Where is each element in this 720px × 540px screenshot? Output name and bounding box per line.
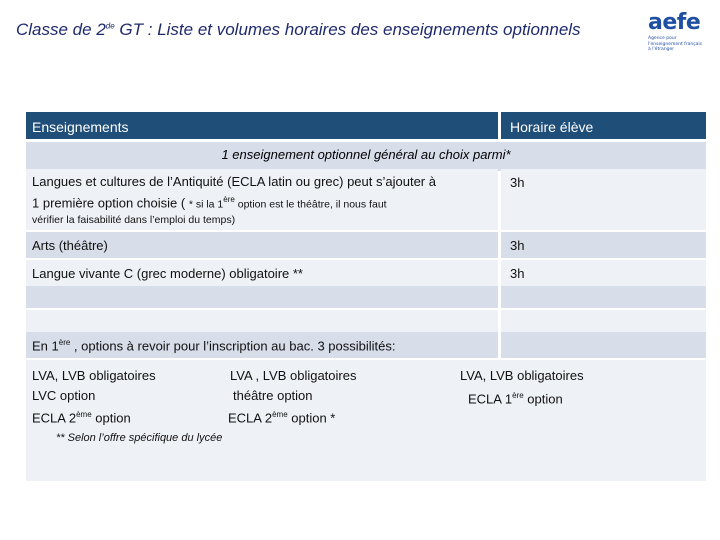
title-superscript: de: [105, 21, 115, 31]
slide-title: [16, 20, 636, 40]
table-row-ecla: [26, 169, 706, 230]
table-row-possibilities: [26, 360, 706, 481]
possibility-line: [460, 386, 584, 409]
possibility-text: ECLA 2: [228, 410, 273, 426]
table-row-empty-2: [26, 310, 706, 332]
row-arts-label: Arts (théâtre): [26, 232, 498, 258]
row-ecla-text: 1 première option choisie (: [32, 195, 189, 211]
row-ecla-label: [26, 169, 498, 230]
row-ecla-line: Langues et cultures de l’Antiquité (ECLA latin ou grec) peut s’ajouter à: [32, 174, 436, 189]
possibility-line: LVA, LVB obligatoires: [460, 368, 584, 383]
logo-word: aefe: [648, 10, 701, 35]
possibility-sup: ème: [272, 410, 288, 419]
possibility-line: [32, 405, 156, 428]
table-row-lvc: [26, 260, 706, 286]
empty-cell: [26, 310, 498, 332]
possibility-text: ECLA 2: [32, 410, 77, 426]
table-subheader: 1 enseignement optionnel général au choix parmi*: [26, 142, 706, 171]
header-enseignements: Enseignements: [26, 112, 498, 139]
table-header-row: [26, 112, 706, 139]
empty-cell: [501, 310, 706, 332]
logo-subtitle-line: Agence pour: [648, 36, 677, 41]
empty-cell: [501, 332, 706, 358]
possibility-1: [32, 366, 156, 428]
header-horaire: Horaire élève: [501, 112, 706, 139]
row-ecla-line: [32, 191, 498, 213]
footnote: ** Selon l’offre spécifique du lycée: [56, 432, 223, 444]
aefe-logo: [648, 12, 708, 53]
row-lvc-hours: 3h: [501, 260, 706, 286]
possibility-text: option *: [287, 410, 336, 426]
possibility-text: option: [523, 390, 563, 406]
row-ecla-note: option est le théâtre, il nous faut: [234, 198, 387, 211]
logo-subtitle-line: l'enseignement français: [648, 41, 703, 47]
possibility-text: ECLA 1: [468, 390, 513, 406]
title-text-rest: GT : Liste et volumes horaires des enseignements optionnels: [114, 20, 581, 39]
possibility-line: LVC option: [32, 387, 96, 403]
bac-intro-text: , options à revoir pour l’inscription au bac. 3 possibilités:: [70, 338, 396, 354]
table-row-bac-intro: [26, 332, 706, 358]
bac-intro-text: En 1: [32, 338, 59, 354]
possibility-sup: ère: [512, 390, 524, 400]
bac-intro-sup: ère: [58, 338, 71, 347]
empty-cell: [26, 286, 498, 308]
row-ecla-note: * si la 1: [188, 198, 224, 211]
possibility-line: théâtre option: [233, 387, 313, 403]
title-text: Classe de 2: [16, 20, 106, 39]
row-ecla-hours: 3h: [501, 169, 706, 230]
table-row-empty-1: [26, 286, 706, 308]
possibility-sup: ème: [76, 410, 92, 419]
logo-subtitle-line: à l'étranger: [648, 47, 675, 52]
row-arts-hours: 3h: [501, 232, 706, 258]
possibility-line: LVA, LVB obligatoires: [32, 368, 156, 383]
row-ecla-note-line: vérifier la faisabilité dans l’emploi du temps): [32, 214, 236, 227]
possibility-line: [228, 405, 356, 428]
possibility-line: LVA , LVB obligatoires: [230, 368, 357, 383]
bac-intro-label: [26, 332, 498, 358]
row-ecla-note-sup: ère: [223, 195, 235, 204]
table-row-arts: [26, 232, 706, 258]
empty-cell: [501, 286, 706, 308]
possibility-3: [460, 366, 584, 408]
logo-subtitle: [648, 36, 708, 53]
row-lvc-label: Langue vivante C (grec moderne) obligatoire **: [26, 260, 498, 286]
possibility-2: [228, 366, 356, 428]
possibility-text: option: [91, 410, 131, 426]
